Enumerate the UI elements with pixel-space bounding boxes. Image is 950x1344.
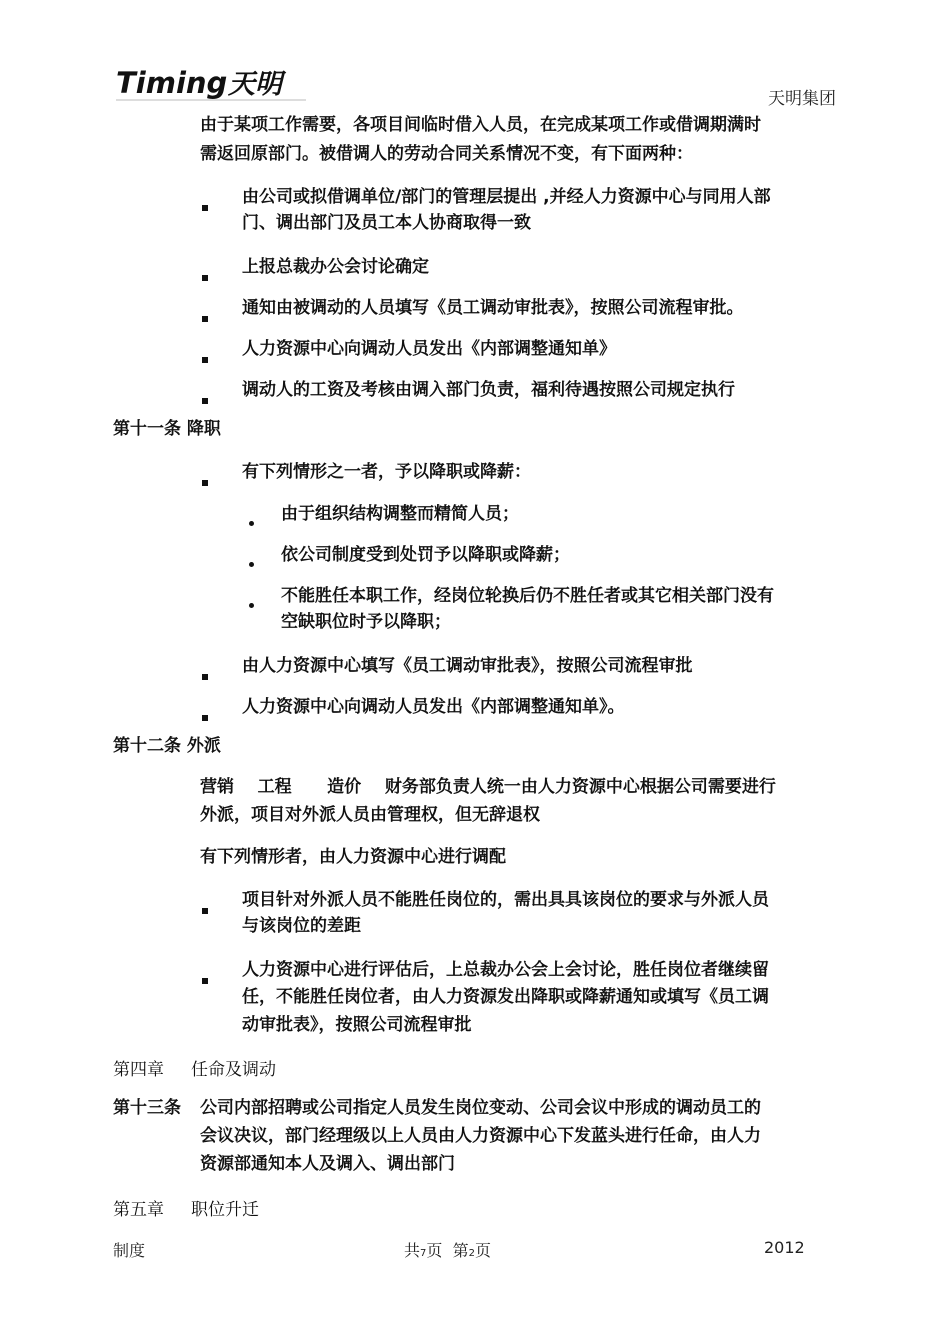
footer-page-info xyxy=(404,1238,491,1261)
square-bullet xyxy=(202,480,208,486)
round-bullet xyxy=(249,562,254,567)
footer-total-pages: 7 xyxy=(420,1248,427,1259)
article-13-line-3: 资源部通知本人及调入、调出部门 xyxy=(200,1154,455,1174)
article-11-heading: 第十一条 降职 xyxy=(113,419,221,439)
list1-item-4: 人力资源中心向调动人员发出《内部调整通知单》 xyxy=(242,339,616,359)
intro-line-1: 由于某项工作需要，各项目间临时借入人员，在完成某项工作或借调期满时 xyxy=(200,115,761,135)
list1-item-1-line-1: 由公司或拟借调单位/部门的管理层提出 ,并经人力资源中心与同用人部 xyxy=(242,187,771,207)
article-12-item-2-line-1: 人力资源中心进行评估后，上总裁办公会上会讨论，胜任岗位者继续留 xyxy=(242,960,769,980)
footer-text-c: 页 xyxy=(474,1241,491,1260)
list1-item-1-line-2: 门、调出部门及员工本人协商取得一致 xyxy=(242,213,531,233)
article-12-para-1-line-1: 营销 工程 造价 财务部负责人统一由人力资源中心根据公司需要进行 xyxy=(200,777,776,797)
article-13-line-1: 公司内部招聘或公司指定人员发生岗位变动、公司会议中形成的调动员工的 xyxy=(200,1098,761,1118)
article-13-label: 第十三条 xyxy=(113,1098,181,1118)
article-12-heading: 第十二条 外派 xyxy=(113,736,221,756)
chapter-5-heading: 第五章 职位升迁 xyxy=(113,1200,260,1220)
list1-item-2: 上报总裁办公会讨论确定 xyxy=(242,257,429,277)
svg-text:天明: 天明 xyxy=(228,69,282,100)
article-13-line-2: 会议决议，部门经理级以上人员由人力资源中心下发蓝头进行任命，由人力 xyxy=(200,1126,761,1146)
article-11-sub-1: 由于组织结构调整而精简人员； xyxy=(281,504,519,524)
list1-item-5: 调动人的工资及考核由调入部门负责，福利待遇按照公司规定执行 xyxy=(242,380,735,400)
square-bullet xyxy=(202,978,208,984)
square-bullet xyxy=(202,316,208,322)
article-12-item-2-line-2: 任，不能胜任岗位者，由人力资源发出降职或降薪通知或填写《员工调 xyxy=(242,987,769,1007)
footer-current-page: 2 xyxy=(468,1248,475,1259)
footer-left: 制度 xyxy=(113,1241,146,1260)
article-12-item-1-line-2: 与该岗位的差距 xyxy=(242,916,361,936)
article-12-item-2-line-3: 动审批表》，按照公司流程审批 xyxy=(242,1015,472,1035)
article-11-sub-2: 依公司制度受到处罚予以降职或降薪； xyxy=(281,545,570,565)
article-11-sub-3-line-1: 不能胜任本职工作，经岗位轮换后仍不胜任者或其它相关部门没有 xyxy=(281,586,774,606)
square-bullet xyxy=(202,275,208,281)
article-12-para-1-line-2: 外派，项目对外派人员由管理权，但无辞退权 xyxy=(200,805,540,825)
article-11-item-3: 人力资源中心向调动人员发出《内部调整通知单》。 xyxy=(242,697,625,717)
footer-year: 2012 xyxy=(764,1238,805,1257)
article-11-sub-3-line-2: 空缺职位时予以降职； xyxy=(281,612,451,632)
square-bullet xyxy=(202,357,208,363)
footer-text-a: 共 xyxy=(404,1241,421,1260)
timing-logo xyxy=(116,66,312,102)
round-bullet xyxy=(249,603,254,608)
chapter-4-heading: 第四章 任命及调动 xyxy=(113,1060,277,1080)
intro-line-2: 需返回原部门。被借调人的劳动合同关系情况不变，有下面两种： xyxy=(200,144,693,164)
square-bullet xyxy=(202,715,208,721)
article-11-item-2: 由人力资源中心填写《员工调动审批表》，按照公司流程审批 xyxy=(242,656,693,676)
article-12-item-1-line-1: 项目针对外派人员不能胜任岗位的，需出具具该岗位的要求与外派人员 xyxy=(242,890,769,910)
round-bullet xyxy=(249,521,254,526)
list1-item-3: 通知由被调动的人员填写《员工调动审批表》，按照公司流程审批。 xyxy=(242,298,744,318)
svg-text:Timing: Timing xyxy=(116,66,228,100)
article-11-lead: 有下列情形之一者，予以降职或降薪： xyxy=(242,462,531,482)
footer-text-b: 页 第 xyxy=(426,1241,469,1260)
square-bullet xyxy=(202,398,208,404)
square-bullet xyxy=(202,674,208,680)
square-bullet xyxy=(202,205,208,211)
square-bullet xyxy=(202,908,208,914)
company-name: 天明集团 xyxy=(768,89,836,109)
article-12-para-2: 有下列情形者，由人力资源中心进行调配 xyxy=(200,847,506,867)
